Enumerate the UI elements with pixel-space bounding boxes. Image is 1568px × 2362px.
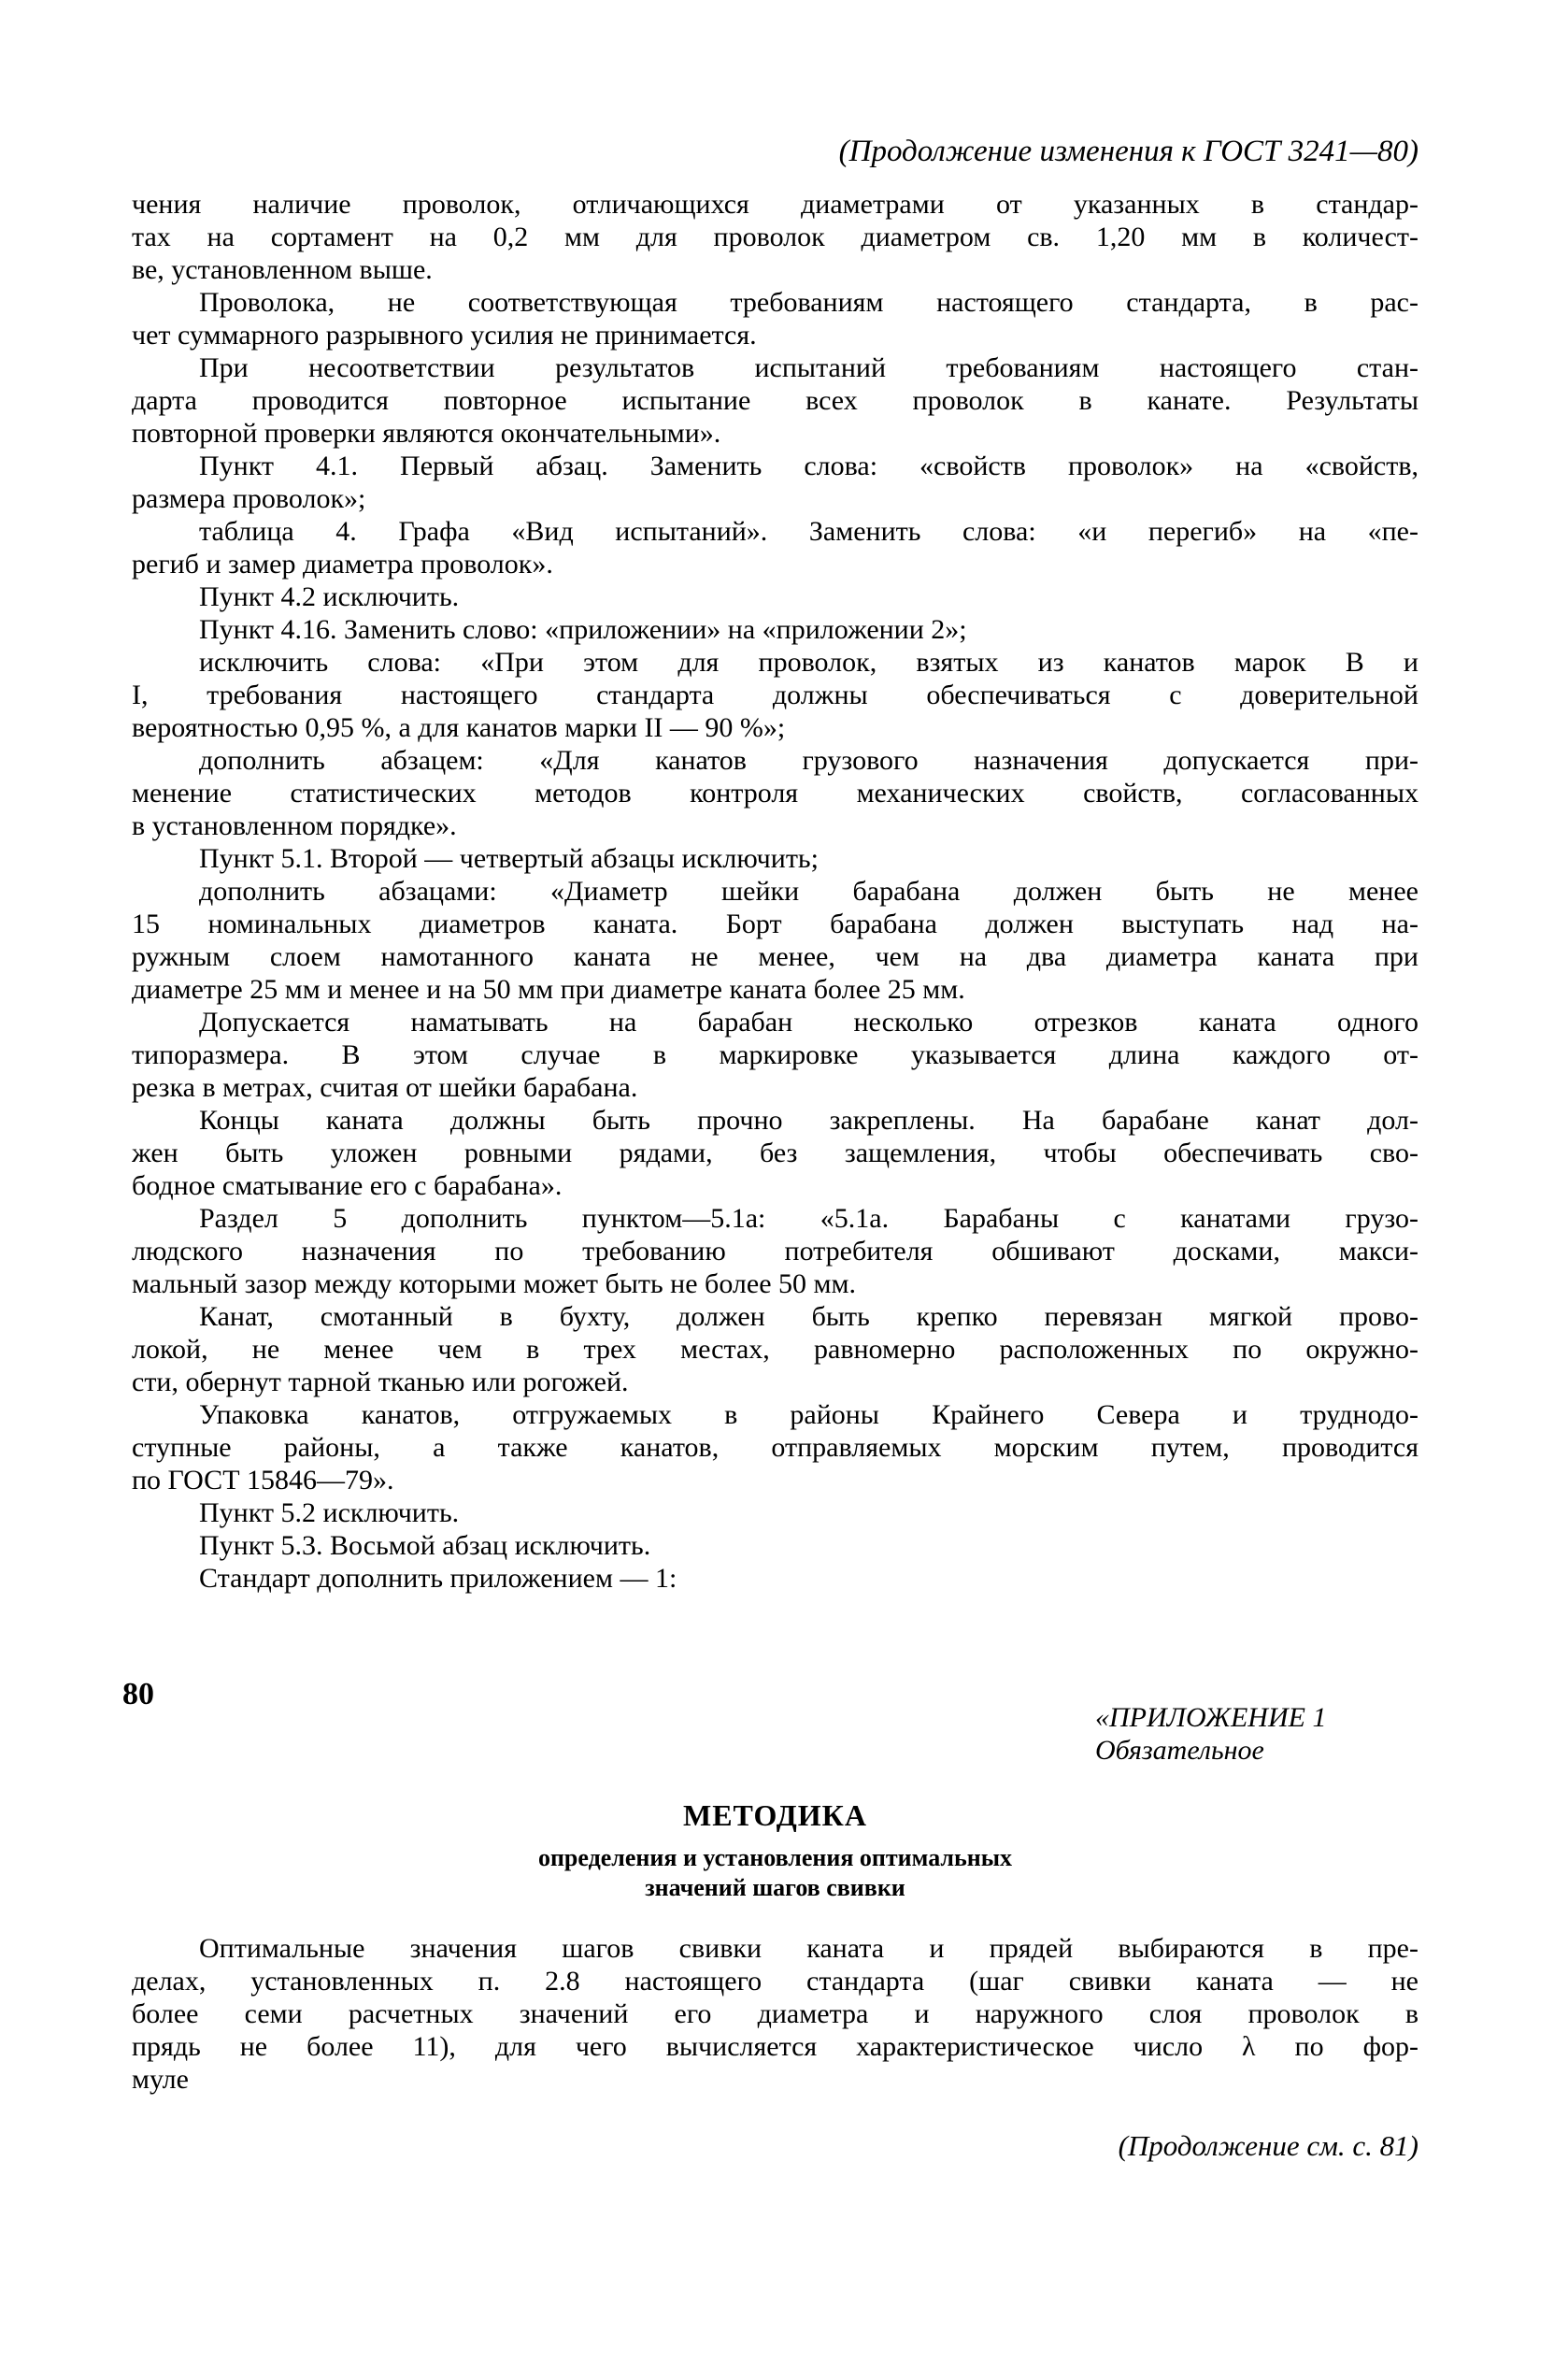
paragraph [132, 1300, 1418, 1398]
text-line: типоразмера. В этом случае в маркировке указывается длина каждого от- [132, 1039, 1418, 1070]
text-line: Канат, смотанный в бухту, должен быть крепко перевязан мягкой прово- [199, 1301, 1418, 1332]
method-title: МЕТОДИКА [683, 1798, 867, 1832]
running-head: (Продолжение изменения к ГОСТ 3241—80) [838, 135, 1418, 168]
text-line: локой, не менее чем в трех местах, равномерно расположенных по окружно- [132, 1334, 1418, 1365]
text-line: тах на сортамент на 0,2 мм для проволок диаметром св. 1,20 мм в количест- [132, 222, 1418, 252]
text-line: Концы каната должны быть прочно закреплены. На барабане канат дол- [199, 1105, 1418, 1136]
text-line: Оптимальные значения шагов свивки каната и прядей выбираются в пре- [199, 1933, 1418, 1964]
text-line: дополнить абзацем: «Для канатов грузового назначения допускается при- [199, 745, 1418, 776]
paragraph [132, 1202, 1418, 1300]
text-line: Пункт 4.16. Заменить слово: «приложении» на «приложении 2»; [199, 614, 967, 645]
paragraph [132, 1006, 1418, 1104]
text-line: менение статистических методов контроля механических свойств, согласованных [132, 778, 1418, 809]
text-line: чет суммарного разрывного усилия не принимается. [132, 320, 757, 351]
text-line: региб и замер диаметра проволок». [132, 549, 553, 580]
paragraph [132, 646, 1418, 744]
paragraph [132, 842, 1418, 875]
text-line: Упаковка канатов, отгружаемых в районы Крайнего Севера и труднодо- [199, 1399, 1418, 1430]
text-line: I, требования настоящего стандарта должны обеспечиваться с доверительной [132, 680, 1418, 710]
text-line: Пункт 4.2 исключить. [199, 581, 460, 612]
text-line: диаметре 25 мм и менее и на 50 мм при диаметре каната более 25 мм. [132, 974, 965, 1005]
text-line: Пункт 4.1. Первый абзац. Заменить слова: «свойств проволок» на «свойств, [199, 451, 1418, 481]
page-number: 80 [122, 1677, 154, 1711]
text-line: Стандарт дополнить приложением — 1: [199, 1563, 677, 1594]
paragraph [132, 1496, 1418, 1529]
text-line: Раздел 5 дополнить пунктом—5.1а: «5.1а. Барабаны с канатами грузо- [199, 1203, 1418, 1234]
method-subtitle-line: определения и установления оптимальных [537, 1844, 1013, 1871]
method-body [132, 1932, 1418, 2096]
text-line: жен быть уложен ровными рядами, без защемления, чтобы обеспечивать сво- [132, 1138, 1418, 1168]
text-line: Пункт 5.3. Восьмой абзац исключить. [199, 1530, 651, 1561]
paragraph [132, 188, 1418, 286]
amendment-body [132, 188, 1418, 1595]
text-line: делах, установленных п. 2.8 настоящего стандарта (шаг свивки каната — не [132, 1966, 1418, 1997]
text-line: Проволока, не соответствующая требованиям настоящего стандарта, в рас- [199, 287, 1418, 318]
paragraph [132, 744, 1418, 842]
text-line: людского назначения по требованию потребителя обшивают досками, макси- [132, 1236, 1418, 1267]
text-line: резка в метрах, считая от шейки барабана. [132, 1072, 638, 1103]
text-line: ве, установленном выше. [132, 254, 433, 285]
paragraph [132, 450, 1418, 515]
appendix-number: «ПРИЛОЖЕНИЕ 1 [1095, 1702, 1327, 1733]
paragraph [132, 1398, 1418, 1496]
paragraph [132, 286, 1418, 351]
text-line: муле [132, 2064, 189, 2095]
text-line: чения наличие проволок, отличающихся диаметрами от указанных в стандар- [132, 189, 1418, 220]
paragraph [132, 613, 1418, 646]
paragraph [132, 1562, 1418, 1595]
paragraph [132, 515, 1418, 580]
text-line: более семи расчетных значений его диаметра и наружного слоя проволок в [132, 1998, 1418, 2029]
paragraph [132, 1932, 1418, 2096]
text-line: Пункт 5.2 исключить. [199, 1497, 460, 1528]
paragraph [132, 1529, 1418, 1562]
paragraph [132, 580, 1418, 613]
text-line: вероятностью 0,95 %, а для канатов марки II — 90 %»; [132, 712, 786, 743]
text-line: таблица 4. Графа «Вид испытаний». Заменить слова: «и перегиб» на «пе- [199, 516, 1418, 547]
text-line: повторной проверки являются окончательными». [132, 418, 721, 449]
method-subtitle-line: значений шагов свивки [645, 1874, 905, 1901]
text-line: бодное сматывание его с барабана». [132, 1170, 563, 1201]
text-line: в установленном порядке». [132, 810, 457, 841]
text-line: дополнить абзацами: «Диаметр шейки барабана должен быть не менее [199, 876, 1418, 907]
text-line: ружным слоем намотанного каната не менее, чем на два диаметра каната при [132, 941, 1418, 972]
text-line: ступные районы, а также канатов, отправляемых морским путем, проводится [132, 1432, 1418, 1463]
text-line: При несоответствии результатов испытаний требованиям настоящего стан- [199, 352, 1418, 383]
text-line: по ГОСТ 15846—79». [132, 1465, 394, 1496]
text-line: Пункт 5.1. Второй — четвертый абзацы исключить; [199, 843, 819, 874]
appendix-status: Обязательное [1095, 1735, 1264, 1766]
text-line: мальный зазор между которыми может быть не более 50 мм. [132, 1268, 856, 1299]
text-line: Допускается наматывать на барабан несколько отрезков каната одного [199, 1007, 1418, 1038]
text-line: исключить слова: «При этом для проволок, взятых из канатов марок В и [199, 647, 1418, 678]
text-line: дарта проводится повторное испытание всех проволок в канате. Результаты [132, 385, 1418, 416]
continued-note: (Продолжение см. с. 81) [1118, 2129, 1418, 2162]
paragraph [132, 875, 1418, 1006]
paragraph [132, 1104, 1418, 1202]
text-line: размера проволок»; [132, 483, 366, 514]
paragraph [132, 351, 1418, 450]
method-subtitle [132, 1843, 1418, 1903]
text-line: прядь не более 11), для чего вычисляется характеристическое число λ по фор- [132, 2031, 1418, 2062]
appendix-label [1095, 1701, 1326, 1767]
text-line: 15 номинальных диаметров каната. Борт барабана должен выступать над на- [132, 909, 1418, 939]
text-line: сти, обернут тарной тканью или рогожей. [132, 1367, 629, 1397]
